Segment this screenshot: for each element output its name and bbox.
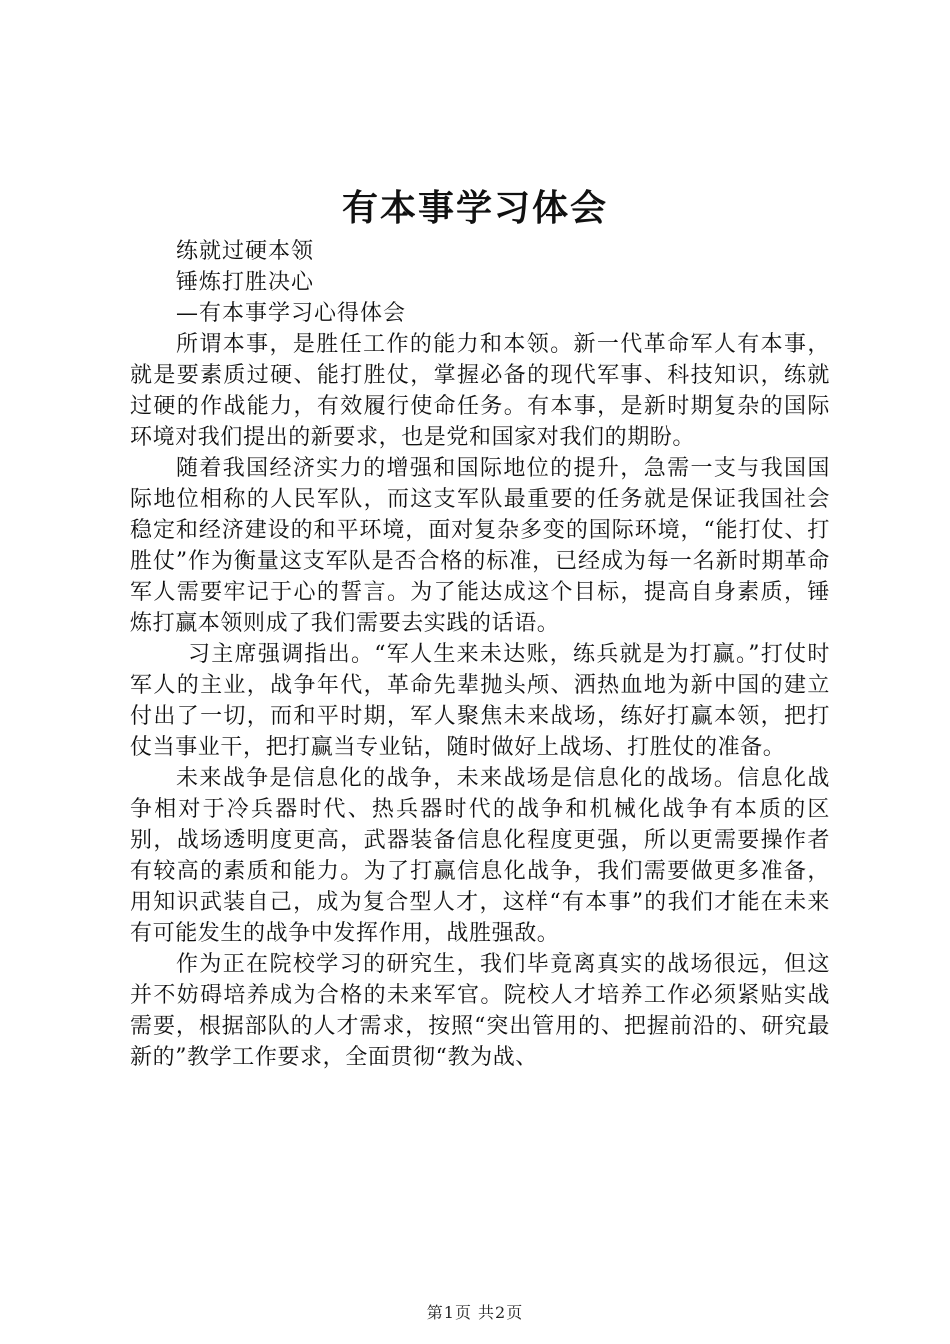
body-paragraph: 习主席强调指出。“军人生来未达账，练兵就是为打赢。”打仗时军人的主业，战争年代，革命先辈抛头颅、洒热血地为新中国的建立付出了一切，而和平时期，军人聚焦未来战场，练好打赢本领，把打仗当事业干，把打赢当专业钻，随时做好上战场、打胜仗的准备。 xyxy=(130,642,830,760)
document-body xyxy=(130,236,830,1073)
body-paragraph: 作为正在院校学习的研究生，我们毕竟离真实的战场很远，但这并不妨碍培养成为合格的未来军官。院校人才培养工作必须紧贴实战需要，根据部队的人才需求，按照“突出管用的、把握前沿的、研究最新的”教学工作要求，全面贯彻“教为战、 xyxy=(130,952,830,1070)
subtitle-line: —有本事学习心得体会 xyxy=(176,301,407,326)
body-paragraph: 随着我国经济实力的增强和国际地位的提升，急需一支与我国国际地位相称的人民军队，而这支军队最重要的任务就是保证我国社会稳定和经济建设的和平环境，面对复杂多变的国际环境，“能打仗、打胜仗”作为衡量这支军队是否合格的标准，已经成为每一名新时期革命军人需要牢记于心的誓言。为了能达成这个目标，提高自身素质，锤炼打赢本领则成了我们需要去实践的话语。 xyxy=(130,456,830,636)
body-paragraph: 未来战争是信息化的战争，未来战场是信息化的战场。信息化战争相对于冷兵器时代、热兵器时代的战争和机械化战争有本质的区别，战场透明度更高，武器装备信息化程度更强，所以更需要操作者有较高的素质和能力。为了打赢信息化战争，我们需要做更多准备，用知识武装自己，成为复合型人才，这样“有本事”的我们才能在未来有可能发生的战争中发挥作用，战胜强敌。 xyxy=(130,766,830,946)
subtitle-line: 练就过硬本领 xyxy=(176,239,315,264)
subtitle-line: 锤炼打胜决心 xyxy=(176,270,315,295)
page-number-footer: 第1页 共2页 xyxy=(426,1303,524,1322)
document-title: 有本事学习体会 xyxy=(341,187,608,229)
body-paragraph: 所谓本事，是胜任工作的能力和本领。新一代革命军人有本事，就是要素质过硬、能打胜仗，掌握必备的现代军事、科技知识，练就过硬的作战能力，有效履行使命任务。有本事，是新时期复杂的国际环境对我们提出的新要求，也是党和国家对我们的期盼。 xyxy=(130,332,830,450)
